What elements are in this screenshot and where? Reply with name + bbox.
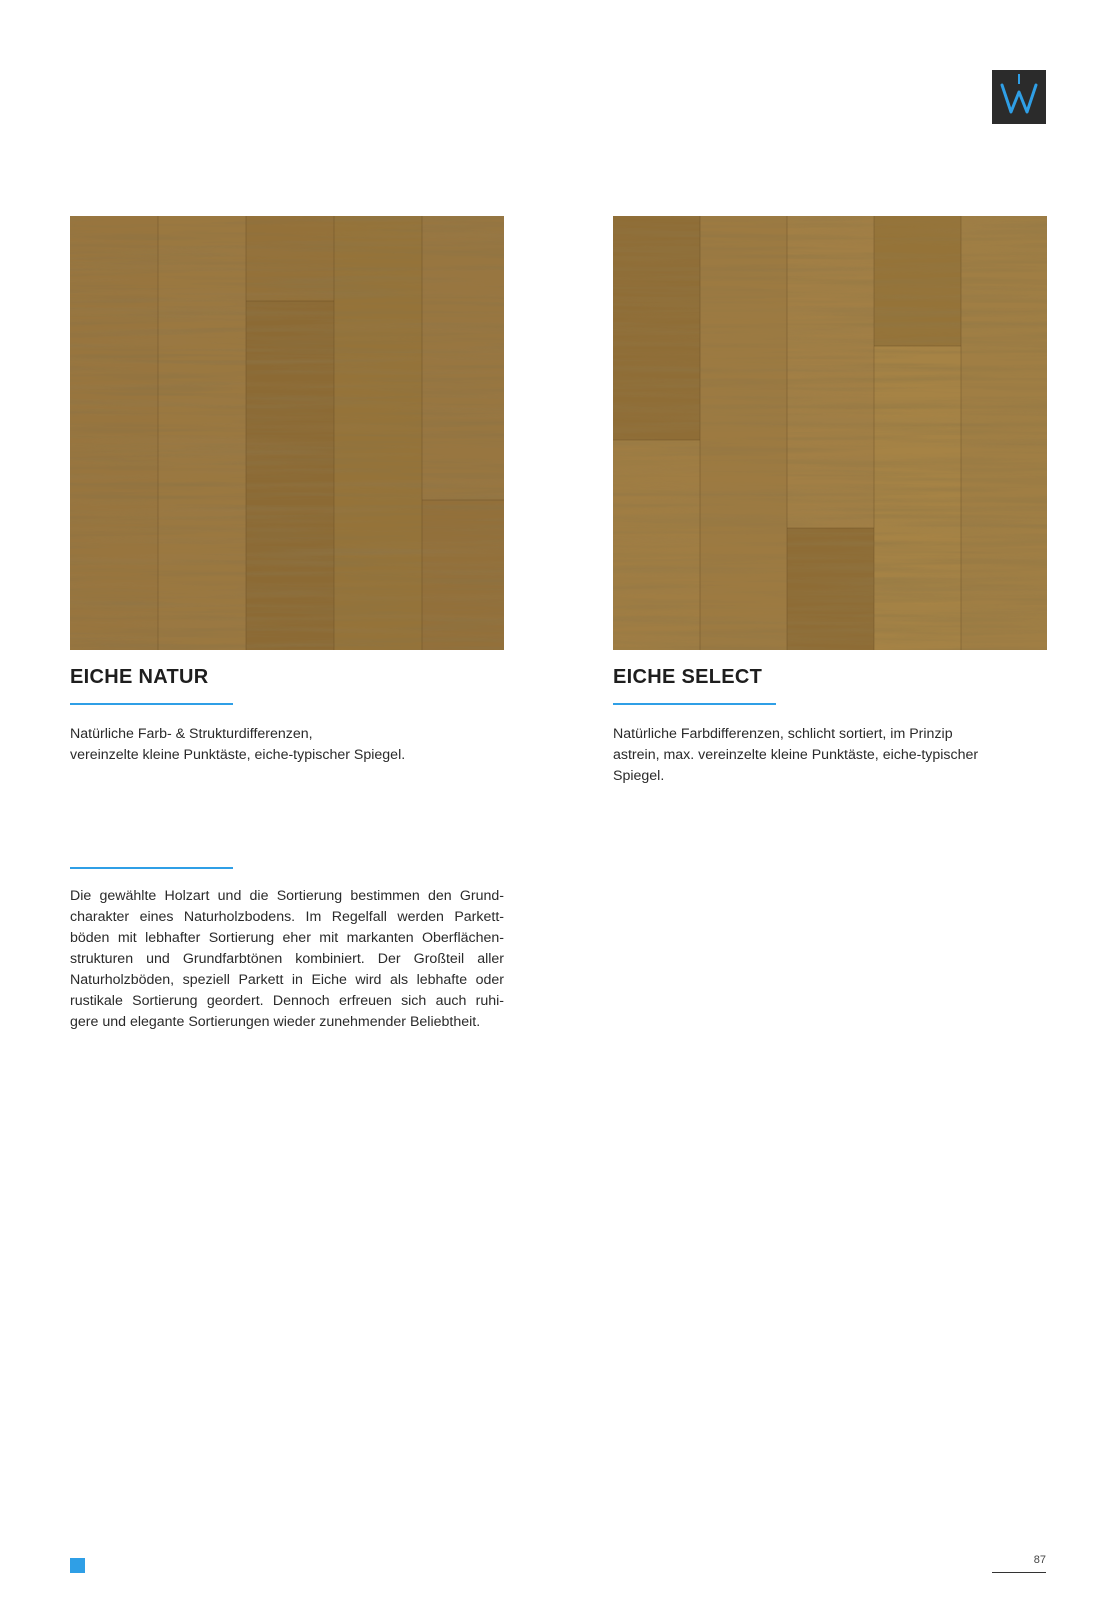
eiche-natur-title: EICHE NATUR [70, 666, 209, 688]
eiche-natur-swatch-image [70, 216, 504, 650]
description-line: astrein, max. vereinzelte kleine Punktäste, eiche-typischer [613, 747, 979, 763]
brand-logo [992, 70, 1046, 124]
eiche-select-title: EICHE SELECT [613, 666, 763, 688]
eiche-select-swatch-image [613, 216, 1047, 650]
description-line: Spiegel. [613, 768, 665, 784]
footer-accent-square [70, 1558, 85, 1573]
w-logo-icon [992, 70, 1046, 124]
body-line: Naturholzböden, speziell Parkett in Eiche wird als lebhafte oder [70, 972, 504, 988]
title-underline-right [613, 703, 776, 705]
body-line: böden mit lebhafter Sortierung eher mit markanten Oberflächen- [70, 930, 504, 946]
body-line: charakter eines Naturholzbodens. Im Regelfall werden Parkett- [70, 909, 504, 925]
title-underline-left [70, 703, 233, 705]
body-divider [70, 867, 233, 869]
page-number-rule [992, 1572, 1046, 1573]
eiche-select-description [613, 724, 1013, 787]
body-line: rustikale Sortierung geordert. Dennoch erfreuen sich auch ruhi- [70, 993, 504, 1009]
page-number: 87 [1033, 1554, 1046, 1566]
body-paragraph [70, 886, 504, 1033]
description-line: Natürliche Farb- & Strukturdifferenzen, [70, 726, 313, 742]
description-line: vereinzelte kleine Punktäste, eiche-typischer Spiegel. [70, 747, 406, 763]
body-line: strukturen und Grundfarbtönen kombiniert. Der Großteil aller [70, 951, 504, 967]
body-line: Die gewählte Holzart und die Sortierung bestimmen den Grund- [70, 888, 504, 904]
eiche-natur-description [70, 724, 510, 766]
description-line: Natürliche Farbdifferenzen, schlicht sortiert, im Prinzip [613, 726, 953, 742]
body-line: gere und elegante Sortierungen wieder zunehmender Beliebtheit. [70, 1014, 481, 1030]
